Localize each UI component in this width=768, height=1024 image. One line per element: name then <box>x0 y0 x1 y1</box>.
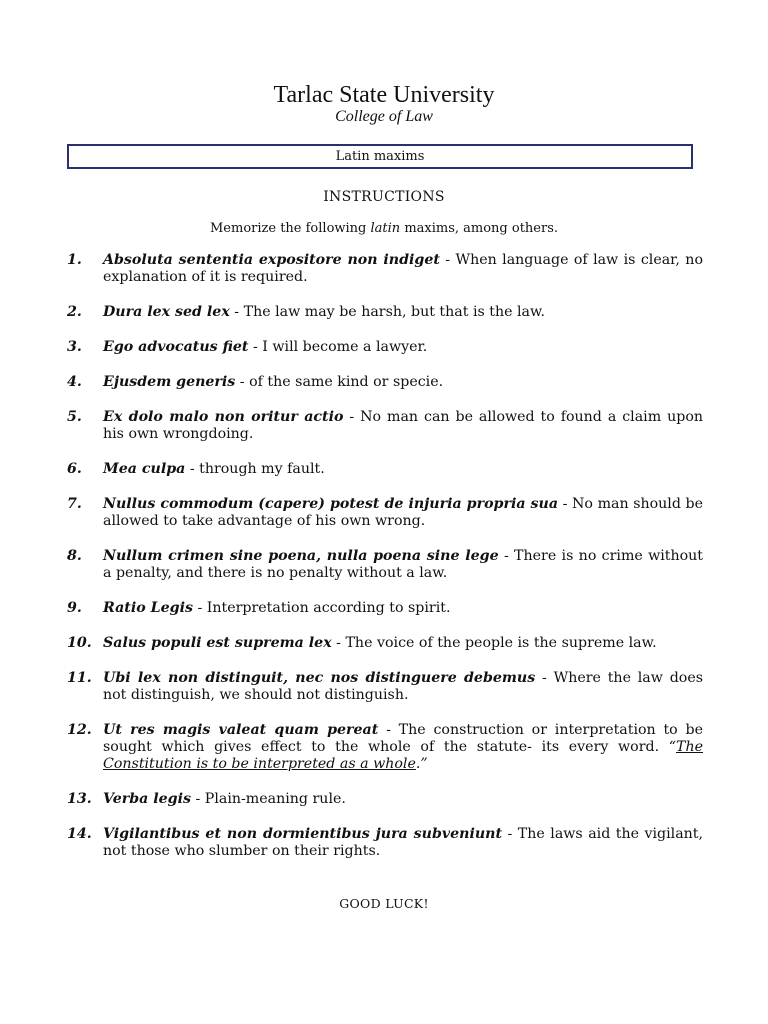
maxim-number: 14. <box>67 826 92 842</box>
maxim-number: 5. <box>67 409 82 425</box>
maxim-term: Nullum crimen sine poena, nulla poena sine lege <box>103 548 499 564</box>
maxim-item <box>67 304 703 321</box>
maxim-term: Ego advocatus fiet <box>103 339 249 355</box>
maxim-number: 13. <box>67 791 92 807</box>
maxim-meaning: - The law may be harsh, but that is the law. <box>229 304 545 320</box>
maxim-term: Ubi lex non distinguit, nec nos distinguere debemus <box>103 670 536 686</box>
maxim-meaning: - of the same kind or specie. <box>235 374 444 390</box>
maxim-number: 2. <box>67 304 82 320</box>
maxim-meaning: - through my fault. <box>185 461 325 477</box>
maxim-term: Ejusdem generis <box>103 374 236 390</box>
maxim-number: 12. <box>67 722 92 738</box>
maxim-number: 1. <box>67 252 82 268</box>
university-name: Tarlac State University <box>273 82 495 108</box>
maxim-number: 9. <box>67 600 82 616</box>
maxim-meaning: - Where the law does not distinguish, we should not distinguish. <box>103 670 704 703</box>
maxim-meaning: - No man should be allowed to take advantage of his own wrong. <box>103 496 703 529</box>
maxim-item <box>67 791 703 808</box>
maxim-meaning: - No man can be allowed to found a claim upon his own wrongdoing. <box>103 409 704 442</box>
maxim-meaning: - When language of law is clear, no explanation of it is required. <box>103 252 703 285</box>
maxim-number: 3. <box>67 339 82 355</box>
maxim-item <box>67 722 703 773</box>
maxim-item <box>67 374 703 391</box>
maxim-term: Salus populi est suprema lex <box>103 635 332 651</box>
maxim-meaning: - There is no crime without a penalty, and there is no penalty without a law. <box>103 548 704 581</box>
closing-text: GOOD LUCK! <box>339 896 429 911</box>
maxim-item <box>67 826 703 860</box>
maxim-meaning: - The construction or interpretation to be sought which gives effect to the whole of the statute- its every word. <box>103 722 703 755</box>
document-title: Latin maxims <box>335 149 425 164</box>
quote-underlined-text: The Constitution is to be interpreted as a whole <box>103 739 703 772</box>
maxims-list <box>67 252 703 878</box>
maxim-term: Mea culpa <box>103 461 186 477</box>
maxim-meaning: - Plain-meaning rule. <box>190 791 346 807</box>
maxim-item <box>67 670 703 704</box>
maxim-item <box>67 252 703 286</box>
intro-text-end: maxims, among others. <box>400 221 559 236</box>
maxim-term: Verba legis <box>103 791 191 807</box>
maxim-item <box>67 496 703 530</box>
maxim-meaning: - I will become a lawyer. <box>248 339 428 355</box>
document-title-box <box>67 144 693 169</box>
maxim-item <box>67 339 703 356</box>
maxim-item <box>67 548 703 582</box>
maxim-item <box>67 600 703 617</box>
quote-close: .” <box>415 756 428 772</box>
maxim-number: 7. <box>67 496 82 512</box>
maxim-term: Dura lex sed lex <box>103 304 230 320</box>
maxim-term: Vigilantibus et non dormientibus jura subveniunt <box>103 826 503 842</box>
maxim-term: Ratio Legis <box>103 600 193 616</box>
quote-open: “ <box>668 739 676 755</box>
maxim-meaning: - The laws aid the vigilant, not those who slumber on their rights. <box>103 826 704 859</box>
maxim-term: Nullus commodum (capere) potest de injuria propria sua <box>103 496 559 512</box>
maxim-item <box>67 461 703 478</box>
maxim-term: Absoluta sententia expositore non indiget <box>103 252 440 268</box>
maxim-number: 4. <box>67 374 82 390</box>
maxim-term: Ut res magis valeat quam pereat <box>103 722 379 738</box>
maxim-item <box>67 635 703 652</box>
maxim-number: 10. <box>67 635 92 651</box>
intro-text-start: Memorize the following <box>209 221 371 236</box>
maxim-number: 6. <box>67 461 82 477</box>
instructions-heading: INSTRUCTIONS <box>323 189 445 205</box>
maxim-item <box>67 409 703 443</box>
maxim-term: Ex dolo malo non oritur actio <box>103 409 344 425</box>
intro-text-italic: latin <box>370 221 401 236</box>
maxim-meaning: - The voice of the people is the supreme law. <box>331 635 657 651</box>
maxim-number: 8. <box>67 548 82 564</box>
maxim-number: 11. <box>67 670 92 686</box>
instructions-text <box>0 219 768 239</box>
college-name: College of Law <box>335 108 433 125</box>
maxim-meaning: - Interpretation according to spirit. <box>192 600 451 616</box>
